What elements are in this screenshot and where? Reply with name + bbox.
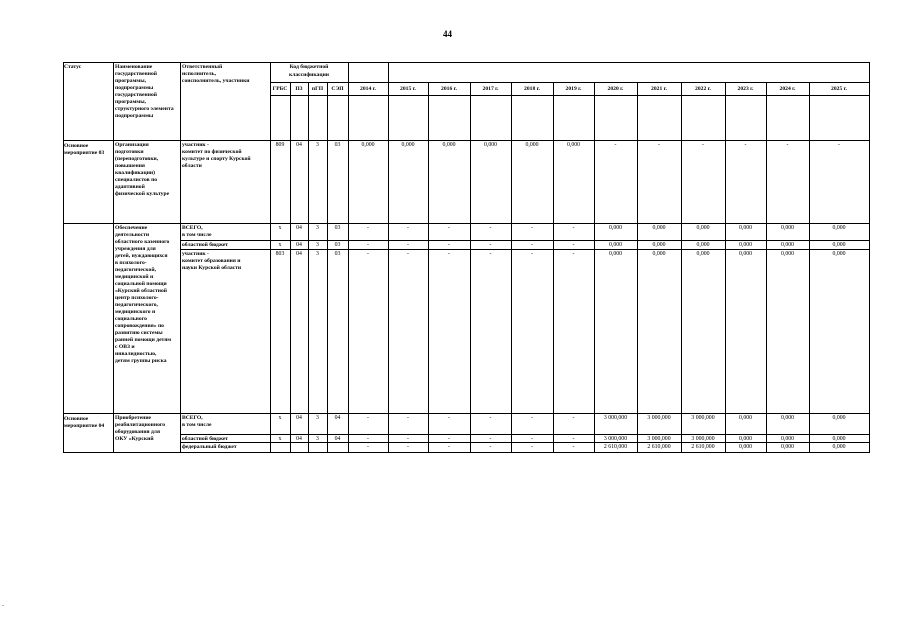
row-code-cell: 04 [296, 251, 302, 257]
row-code-cell: 03 [334, 142, 341, 148]
row-code-cell: 3 [316, 415, 319, 421]
column-rule [553, 82, 554, 452]
section-name-line: сопровождения» по [115, 323, 164, 329]
column-rule [348, 62, 349, 452]
row-value-cell: 0,000 [608, 251, 623, 257]
section-name-line: Организация [115, 142, 149, 148]
row-value-cell: 0,000 [696, 242, 710, 248]
row-value-cell: 3 000,000 [603, 415, 628, 421]
section-name-line: подготовки [115, 149, 144, 155]
row-value-cell: - [448, 415, 450, 421]
row-value-cell: 0,000 [780, 436, 795, 442]
section-name-line: специалистов по [115, 177, 158, 183]
row-value-cell: 0,000 [738, 242, 753, 248]
row-value-cell: 0,000 [780, 415, 795, 421]
row-value-cell: - [489, 242, 492, 248]
section-rule [63, 140, 869, 141]
section-name-line: физической культуре [115, 191, 170, 197]
section-name-line: повышения [115, 163, 145, 169]
row-value-cell: - [572, 242, 575, 248]
row-executor-line: участник - [182, 251, 209, 257]
row-value-cell: 3 000,000 [691, 415, 715, 421]
header-year-cell: 2024 г. [779, 86, 796, 92]
row-value-cell: 0,000 [832, 225, 846, 231]
column-rule [809, 82, 810, 452]
column-rule [470, 82, 471, 452]
row-value-cell: - [744, 142, 747, 148]
row-value-cell: - [531, 242, 533, 248]
header-budget-code-line: Код бюджетной [289, 64, 329, 70]
row-value-cell: 0,000 [832, 251, 846, 257]
row-executor-line: науки Курской области [182, 265, 242, 271]
row-value-cell: 0,000 [832, 415, 846, 421]
row-value-cell: 0,000 [401, 142, 415, 148]
row-code-cell: 03 [334, 225, 341, 231]
row-value-cell: - [489, 436, 492, 442]
row-value-cell: - [448, 251, 450, 257]
header-executor-line: соисполнитель, участники [182, 78, 250, 84]
header-year-cell: 2018 г. [524, 86, 540, 92]
row-executor-line: ВСЕГО, [182, 225, 203, 231]
header-executor-line: Ответственный [182, 64, 223, 70]
header-code-cell: СЭП [331, 86, 344, 92]
row-value-cell: - [838, 142, 840, 148]
row-value-cell: 0,000 [738, 225, 753, 231]
row-value-cell: - [407, 436, 409, 442]
column-rule [681, 82, 682, 452]
row-value-cell: - [572, 436, 575, 442]
row-value-cell: 2 610,000 [647, 444, 671, 450]
row-executor-line: культуре и спорту Курской [182, 156, 251, 162]
column-rule [327, 82, 328, 452]
row-code-cell: 3 [316, 242, 319, 248]
row-value-cell: - [572, 225, 575, 231]
section-status-line: Основное [64, 416, 89, 422]
row-value-cell: 0,000 [780, 242, 795, 248]
row-value-cell: - [407, 415, 409, 421]
row-code-cell: 3 [316, 142, 319, 148]
row-value-cell: 0,000 [483, 142, 498, 148]
table-bottom-border [63, 452, 870, 453]
section-name-line: детям группы риска [115, 358, 167, 364]
column-rule [766, 82, 767, 452]
header-year-cell: 2017 г. [482, 86, 499, 92]
row-executor-line: областной бюджет [182, 242, 229, 248]
row-executor-line: в том числе [182, 232, 212, 238]
row-value-cell: 3 000,000 [647, 436, 671, 442]
row-value-cell: 0,000 [652, 225, 666, 231]
row-code-cell: 04 [296, 225, 302, 231]
section-name-line: ранней помощи детям [115, 337, 172, 343]
row-value-cell: - [407, 251, 409, 257]
section-name-line: деятельности [115, 232, 150, 238]
row-value-cell: - [448, 242, 450, 248]
row-value-cell: - [531, 444, 533, 450]
row-value-cell: 0,000 [832, 444, 846, 450]
row-code-cell: 3 [316, 251, 319, 257]
row-value-cell: 0,000 [780, 251, 795, 257]
column-rule [637, 82, 638, 452]
header-year-cell: 2016 г. [441, 86, 457, 92]
row-code-cell: х [278, 225, 282, 231]
section-name-line: инвалидностью, [115, 351, 157, 357]
row-value-cell: 0,000 [361, 142, 375, 148]
row-value-cell: - [448, 225, 450, 231]
header-code-cell: ГРБС [272, 86, 288, 92]
row-value-cell: - [407, 242, 409, 248]
column-rule [511, 82, 512, 452]
header-year-top-rule [348, 82, 869, 83]
section-name-line: «Курский областной [115, 288, 168, 294]
row-value-cell: - [786, 142, 789, 148]
header-code-cell: П3 [295, 86, 303, 92]
header-name-line: подпрограммы [115, 113, 154, 119]
row-executor-line: области [182, 163, 202, 169]
row-value-cell: 0,000 [738, 444, 753, 450]
row-value-cell: 0,000 [738, 415, 753, 421]
row-value-cell: 0,000 [652, 251, 666, 257]
section-name-line: медицинского и [115, 309, 156, 315]
row-executor-line: в том числе [182, 422, 212, 428]
row-code-cell: 04 [296, 242, 302, 248]
row-executor-line: участник - [182, 142, 209, 148]
table-right-border [869, 62, 870, 452]
section-name-line: в психолого- [115, 260, 147, 266]
column-rule [180, 62, 181, 452]
row-value-cell: 0,000 [780, 444, 795, 450]
header-year-cell: 2015 г. [400, 86, 416, 92]
header-name-line: государственной [115, 92, 157, 98]
page-number: 44 [443, 29, 452, 39]
column-rule [113, 62, 114, 452]
row-code-cell: 803 [275, 251, 285, 257]
row-code-cell: 04 [334, 436, 341, 442]
row-value-cell: - [448, 444, 450, 450]
section-name-line: педагогического, [115, 302, 158, 308]
row-value-cell: - [367, 436, 369, 442]
section-name-line: реабилитационного [115, 422, 166, 428]
header-code-cell: пГП [311, 86, 324, 92]
row-rule [180, 249, 869, 250]
section-name-line: учреждения для [115, 246, 156, 252]
row-value-cell: - [572, 415, 575, 421]
section-status-line: мероприятие 03 [64, 150, 105, 156]
section-name-line: медицинской и [115, 274, 154, 280]
row-value-cell: 0,000 [566, 142, 581, 148]
section-name-line: центр психолого- [115, 295, 159, 301]
table-top-border [63, 62, 870, 63]
section-name-line: социальной помощи [115, 281, 167, 287]
header-name-line: программы, [115, 78, 146, 84]
row-code-cell: 03 [334, 251, 341, 257]
row-code-cell: 809 [275, 142, 285, 148]
section-rule [63, 413, 869, 414]
row-executor-line: комитет по физической [182, 149, 242, 155]
column-rule [725, 82, 726, 452]
row-value-cell: - [367, 444, 369, 450]
column-rule [428, 82, 429, 452]
row-rule [180, 442, 869, 443]
header-name-line: структурного элемента [115, 106, 174, 112]
row-code-cell: 03 [334, 242, 341, 248]
row-value-cell: - [407, 225, 409, 231]
row-value-cell: 0,000 [696, 225, 710, 231]
header-name-line: Наименование [115, 64, 153, 70]
row-value-cell: 0,000 [832, 242, 846, 248]
row-value-cell: 0,000 [696, 251, 710, 257]
column-rule [270, 62, 271, 452]
row-value-cell: - [658, 142, 660, 148]
header-name-line: программы, [115, 99, 146, 105]
section-status-line: мероприятие 04 [64, 423, 105, 429]
row-value-cell: 2 610,000 [603, 444, 628, 450]
section-name-line: Обеспечение [115, 225, 148, 231]
column-rule [308, 82, 309, 452]
header-year-cell: 2023 г. [737, 86, 754, 92]
row-value-cell: 3 000,000 [691, 436, 715, 442]
row-value-cell: 0,000 [738, 436, 753, 442]
row-code-cell: 04 [296, 142, 302, 148]
header-code-rule [270, 82, 348, 83]
row-code-cell: 3 [316, 225, 319, 231]
section-name-line: областного казенного [115, 239, 170, 245]
section-name-line: Приобретение [115, 415, 152, 421]
row-executor-line: федеральный бюджет [182, 444, 237, 450]
row-value-cell: - [572, 444, 575, 450]
header-year-cell: 2025 г. [831, 86, 847, 92]
row-value-cell: - [489, 415, 492, 421]
column-rule [594, 82, 595, 452]
header-bottom-rule [270, 95, 869, 96]
row-value-cell: - [531, 415, 533, 421]
header-status: Статус [64, 64, 82, 70]
header-year-cell: 2014 г. [360, 86, 376, 92]
row-value-cell: - [367, 225, 369, 231]
row-value-cell: 0,000 [608, 225, 623, 231]
row-value-cell: - [702, 142, 704, 148]
row-executor-line: комитет образования и [182, 258, 241, 264]
section-name-line: с ОВЗ и [115, 344, 135, 350]
header-year-cell: 2022 г. [695, 86, 711, 92]
row-code-cell: х [278, 415, 282, 421]
row-value-cell: - [489, 225, 492, 231]
row-code-cell: х [278, 436, 282, 442]
section-name-line: социального [115, 316, 147, 322]
row-value-cell: - [407, 444, 409, 450]
header-year-cell: 2020 г. [607, 86, 624, 92]
header-name-line: подпрограммы [115, 85, 154, 91]
row-code-cell: 3 [316, 436, 319, 442]
row-code-cell: 04 [334, 415, 341, 421]
row-value-cell: - [367, 415, 369, 421]
row-rule [180, 240, 869, 241]
section-name-line: педагогической, [115, 267, 156, 273]
row-value-cell: - [367, 242, 369, 248]
row-value-cell: - [531, 436, 533, 442]
section-name-line: квалификации) [115, 170, 156, 176]
row-value-cell: 0,000 [780, 225, 795, 231]
row-rule [180, 434, 869, 435]
row-value-cell: 0,000 [652, 242, 666, 248]
row-executor-line: областной бюджет [182, 436, 229, 442]
row-value-cell: 0,000 [832, 436, 846, 442]
row-value-cell: 3 000,000 [603, 436, 628, 442]
row-code-cell: 04 [296, 436, 302, 442]
row-value-cell: 0,000 [525, 142, 539, 148]
row-value-cell: 0,000 [608, 242, 623, 248]
row-value-cell: - [614, 142, 617, 148]
row-executor-line: ВСЕГО, [182, 415, 203, 421]
section-status-line: Основное [64, 143, 89, 149]
row-code-cell: 04 [296, 415, 302, 421]
section-name-line: развитию системы [115, 330, 163, 336]
section-name-line: (переподготовки, [115, 156, 159, 162]
section-name-line: детей, нуждающихся [115, 253, 168, 259]
row-code-cell: х [278, 242, 282, 248]
row-value-cell: - [489, 251, 492, 257]
header-name-line: государственной [115, 71, 157, 77]
row-value-cell: - [367, 251, 369, 257]
row-value-cell: 3 000,000 [647, 415, 671, 421]
header-year-cell: 2019 г. [565, 86, 582, 92]
margin-mark: - [2, 603, 4, 609]
row-value-cell: - [448, 436, 450, 442]
row-value-cell: - [531, 251, 533, 257]
row-value-cell: - [531, 225, 533, 231]
column-rule [290, 82, 291, 452]
header-year-cell: 2021 г. [651, 86, 667, 92]
column-rule [388, 62, 389, 452]
row-value-cell: - [489, 444, 492, 450]
header-budget-code-line: классификации [288, 72, 330, 78]
section-name-line: адаптивной [115, 184, 145, 190]
row-value-cell: 2 610,000 [691, 444, 715, 450]
row-value-cell: - [572, 251, 575, 257]
row-value-cell: 0,000 [442, 142, 456, 148]
header-executor-line: исполнитель, [182, 71, 216, 77]
section-name-line: оборудования для [115, 429, 160, 435]
section-rule [63, 223, 869, 224]
row-value-cell: 0,000 [738, 251, 753, 257]
table-left-border [63, 62, 64, 452]
section-name-line: ОКУ «Курский [115, 436, 154, 442]
